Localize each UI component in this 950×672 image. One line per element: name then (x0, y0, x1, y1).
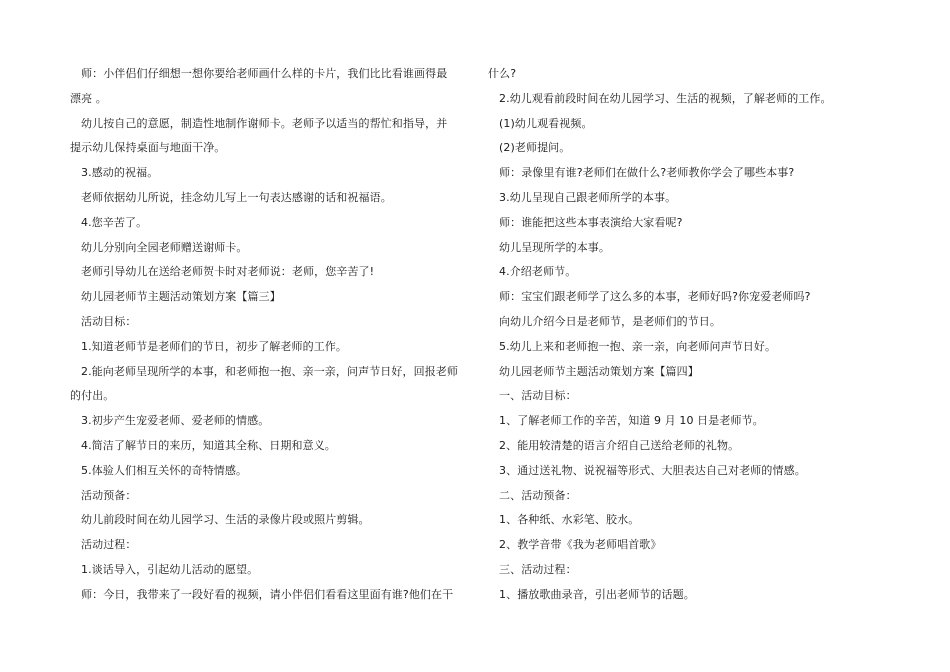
right-column-line: (1)幼儿观看视频。 (499, 116, 593, 130)
left-column-line: 2.能向老师呈现所学的本事，和老师抱一抱、亲一亲，问声节日好，回报老师 (81, 364, 458, 378)
left-column-line: 幼儿园老师节主题活动策划方案【篇三】 (81, 290, 281, 304)
left-column-line: 活动过程： (81, 538, 137, 552)
right-column-line: 3.幼儿呈现自己跟老师所学的本事。 (499, 190, 677, 204)
left-column-line: 幼儿按自己的意愿，制造性地制作谢师卡。老师予以适当的帮忙和指导，并 (81, 116, 448, 130)
right-column-line: 1、各种纸、水彩笔、胶水。 (499, 513, 640, 527)
right-column-line: 2、能用较清楚的语言介绍自己送给老师的礼物。 (499, 438, 740, 452)
right-column-line: 4.介绍老师节。 (499, 265, 577, 279)
left-column (70, 62, 462, 608)
right-column-line: 师：录像里有谁?老师们在做什么?老师教你学会了哪些本事? (499, 166, 795, 180)
right-column-line: 向幼儿介绍今日是老师节，是老师们的节日。 (499, 314, 721, 328)
right-column-line: 幼儿园老师节主题活动策划方案【篇四】 (499, 364, 699, 378)
left-column-line: 3.感动的祝福。 (81, 166, 159, 180)
left-column-line: 活动目标： (81, 314, 137, 328)
right-column-line: 5.幼儿上来和老师抱一抱、亲一亲，向老师问声节日好。 (499, 339, 777, 353)
left-column-line: 的付出。 (70, 389, 115, 403)
right-column-line: 二、活动预备： (499, 488, 577, 502)
right-column-line: 三、活动过程： (499, 562, 577, 576)
left-column-line: 4.简洁了解节日的来历，知道其全称、日期和意义。 (81, 438, 336, 452)
left-column-line: 师：今日，我带来了一段好看的视频，请小伴侣们看看这里面有谁?他们在干 (81, 587, 454, 601)
left-column-line: 老师依据幼儿所说，挂念幼儿写上一句表达感谢的话和祝福语。 (81, 190, 392, 204)
right-column-line: 一、活动目标： (499, 389, 577, 403)
left-column-line: 幼儿前段时间在幼儿园学习、生活的录像片段或照片剪辑。 (81, 513, 370, 527)
right-column-line: 幼儿呈现所学的本事。 (499, 240, 610, 254)
right-column-line: 2.幼儿观看前段时间在幼儿园学习、生活的视频，了解老师的工作。 (499, 91, 832, 105)
right-column-line: 什么? (488, 67, 517, 80)
left-column-line: 活动预备： (81, 488, 137, 502)
right-column-line: 3、通过送礼物、说祝福等形式、大胆表达自己对老师的情感。 (499, 463, 806, 477)
left-column-line: 1.谈话导入，引起幼儿活动的愿望。 (81, 562, 259, 576)
left-column-line: 5.体验人们相互关怀的奇特情感。 (81, 463, 248, 477)
right-column (488, 62, 880, 608)
left-column-line: 幼儿分别向全园老师赠送谢师卡。 (81, 240, 248, 254)
left-column-line: 漂亮 。 (70, 91, 107, 105)
right-column-line: 1、了解老师工作的辛苦，知道 9 月 10 日是老师节。 (499, 414, 764, 428)
left-column-line: 师：小伴侣们仔细想一想你要给老师画什么样的卡片，我们比比看谁画得最 (81, 67, 448, 80)
right-column-line: 师：谁能把这些本事表演给大家看呢? (499, 215, 683, 229)
right-column-line: 1、播放歌曲录音，引出老师节的话题。 (499, 587, 695, 601)
left-column-line: 老师引导幼儿在送给老师贺卡时对老师说：老师，您辛苦了! (81, 265, 375, 279)
right-column-line: 2、教学音带《我为老师唱首歌》 (499, 538, 662, 552)
left-column-line: 4.您辛苦了。 (81, 215, 148, 229)
left-column-line: 提示幼儿保持桌面与地面干净。 (70, 141, 226, 155)
right-column-line: (2)老师提问。 (499, 141, 571, 155)
right-column-line: 师：宝宝们跟老师学了这么多的本事，老师好吗?你宠爱老师吗? (499, 290, 811, 304)
left-column-line: 1.知道老师节是老师们的节日，初步了解老师的工作。 (81, 339, 347, 353)
left-column-line: 3.初步产生宠爱老师、爱老师的情感。 (81, 414, 270, 428)
